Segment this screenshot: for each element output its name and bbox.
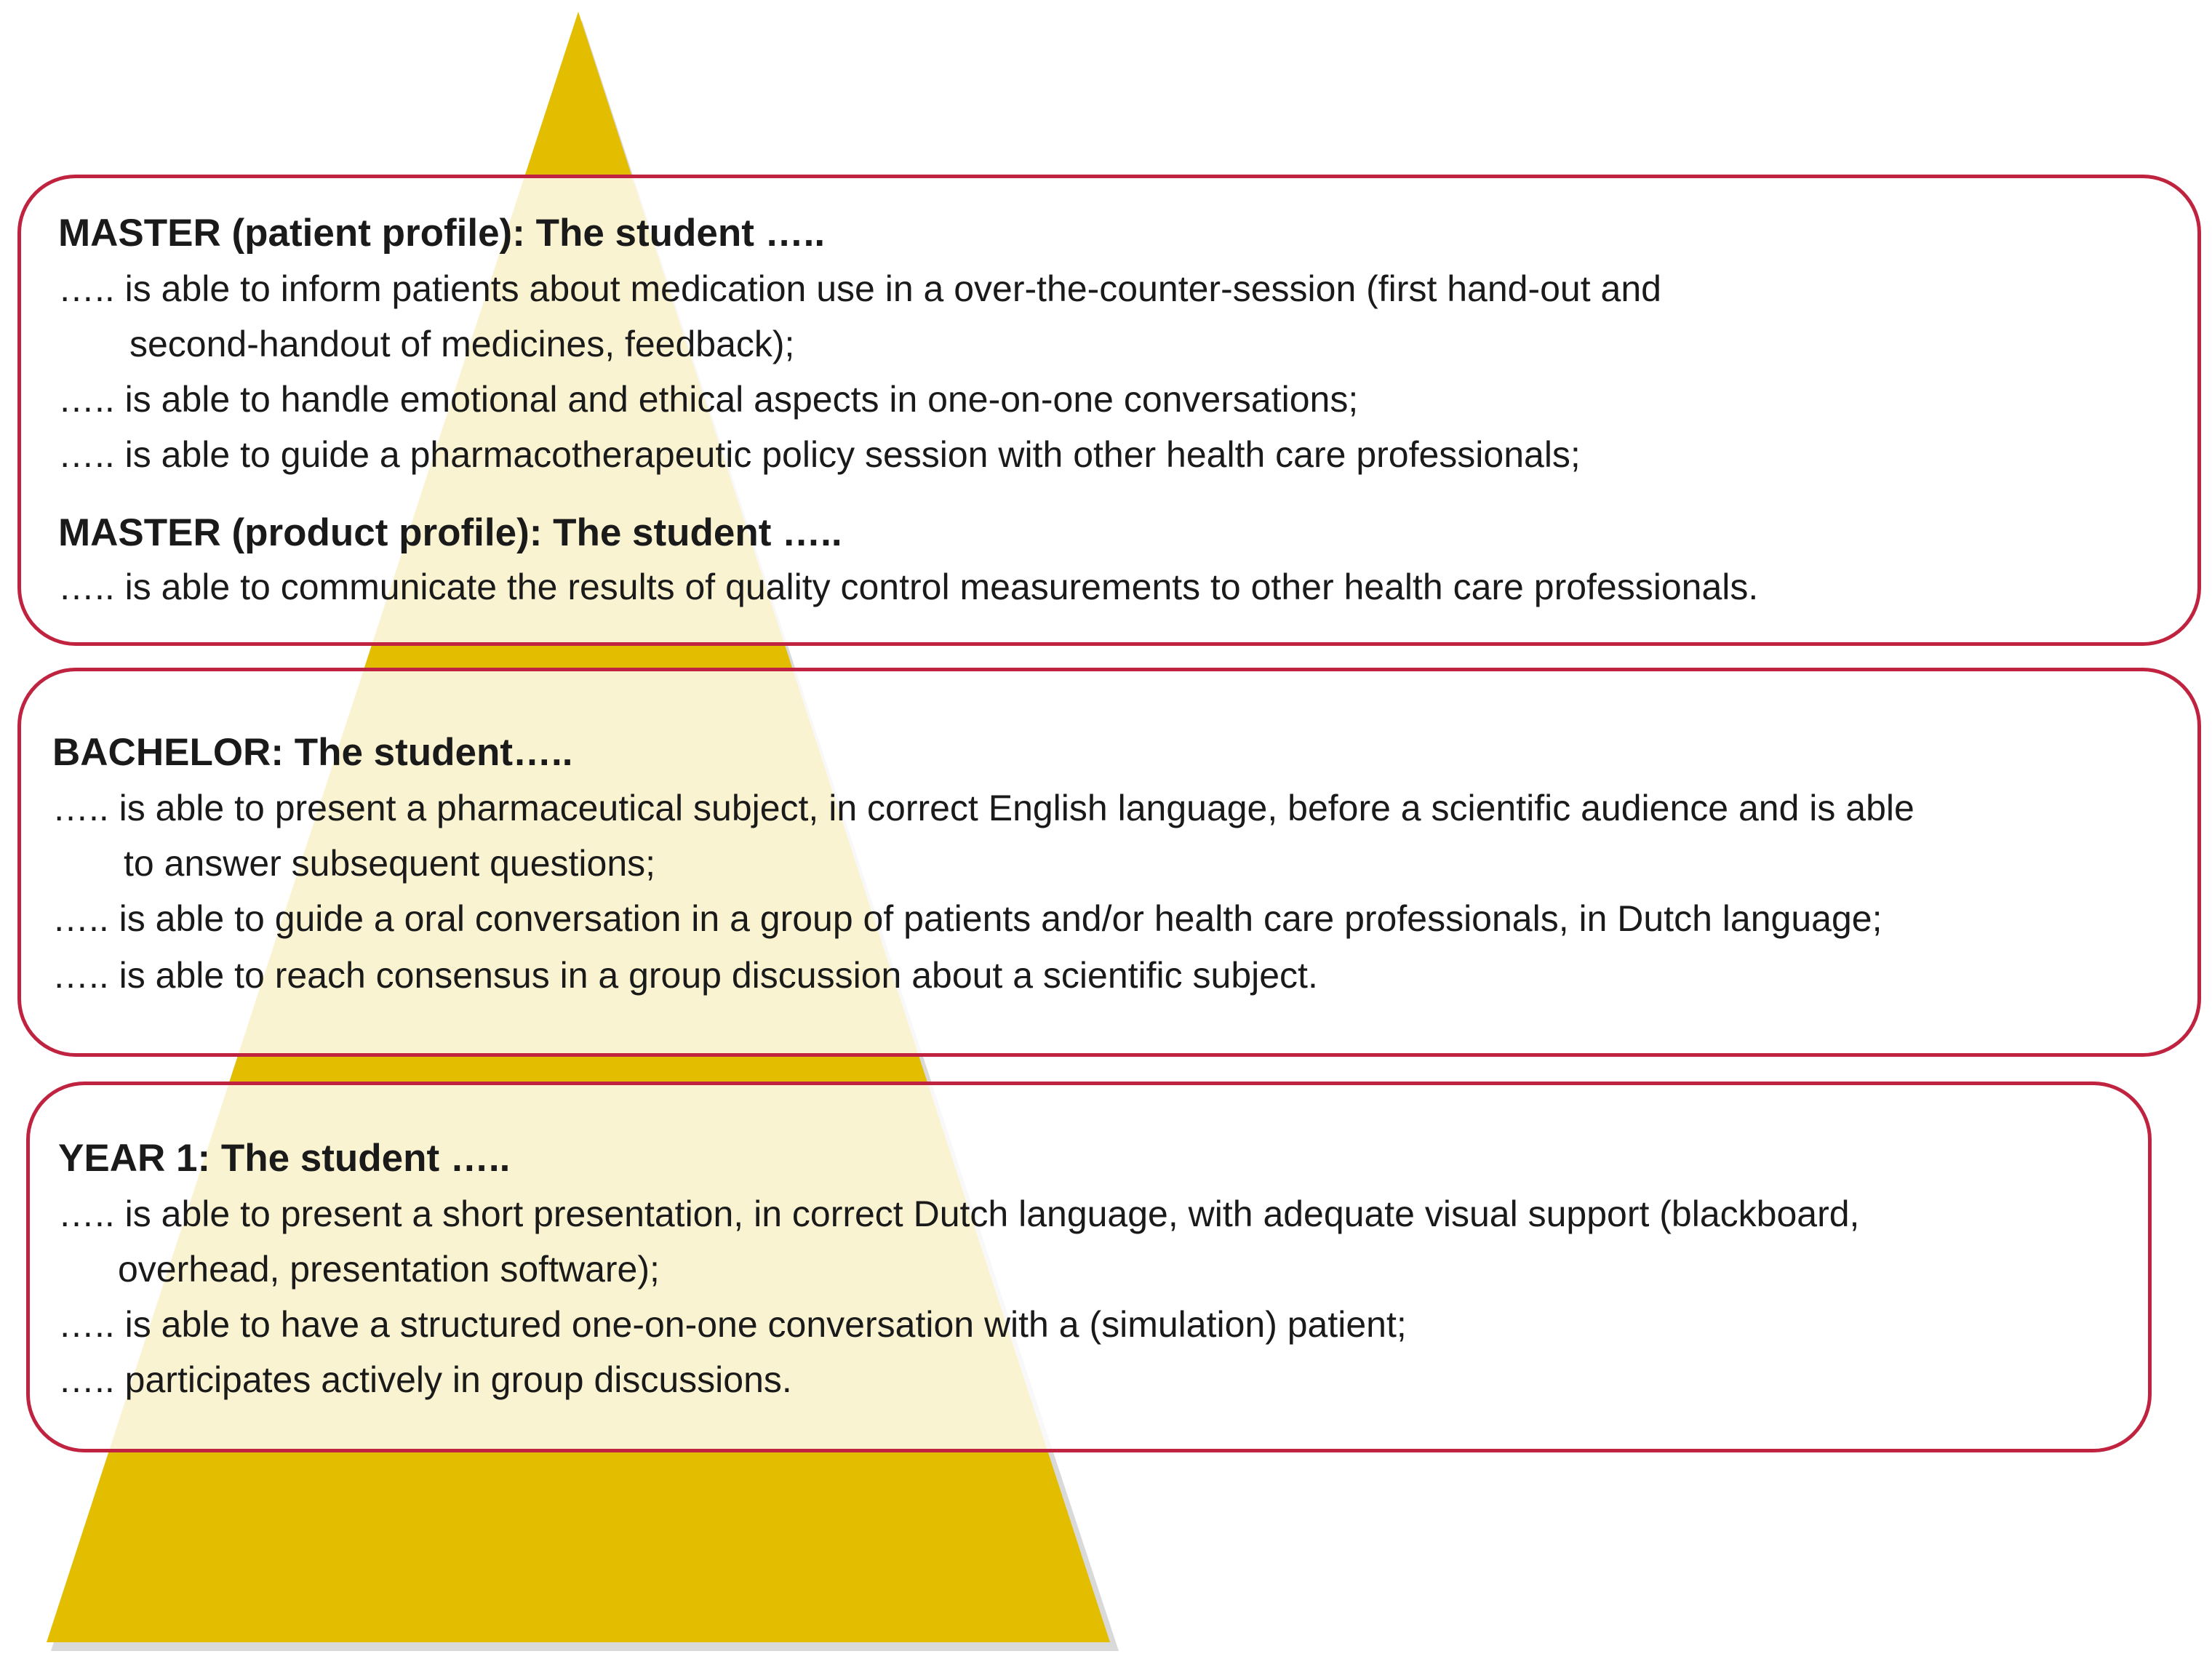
year1-item: ….. is able to present a short presentation, in correct Dutch language, with adequate visual support (blackboard, <box>58 1194 1860 1234</box>
year1-item: ….. is able to have a structured one-on-one conversation with a (simulation) patient; <box>58 1304 1407 1345</box>
master-product-heading: MASTER (product profile): The student ….. <box>58 511 842 554</box>
year1-item: ….. participates actively in group discussions. <box>58 1359 792 1400</box>
master-patient-item: second-handout of medicines, feedback); <box>129 324 795 364</box>
bachelor-heading: BACHELOR: The student….. <box>52 731 573 774</box>
master-product-item: ….. is able to communicate the results of quality control measurements to other health care professionals. <box>58 567 1759 607</box>
bachelor-item: ….. is able to present a pharmaceutical subject, in correct English language, before a scientific audience and is able <box>52 788 1914 828</box>
master-patient-item: ….. is able to guide a pharmacotherapeutic policy session with other health care professionals; <box>58 434 1581 475</box>
year1-heading: YEAR 1: The student ….. <box>58 1137 511 1180</box>
master-patient-heading: MASTER (patient profile): The student ….. <box>58 212 826 255</box>
bachelor-item: ….. is able to guide a oral conversation in a group of patients and/or health care professionals, in Dutch language; <box>52 898 1882 939</box>
bachelor-item: to answer subsequent questions; <box>124 843 656 884</box>
bachelor-item: ….. is able to reach consensus in a group discussion about a scientific subject. <box>52 955 1318 996</box>
master-patient-item: ….. is able to inform patients about medication use in a over-the-counter-session (first hand-out and <box>58 268 1661 309</box>
year1-item: overhead, presentation software); <box>118 1249 660 1290</box>
master-patient-item: ….. is able to handle emotional and ethical aspects in one-on-one conversations; <box>58 379 1359 420</box>
